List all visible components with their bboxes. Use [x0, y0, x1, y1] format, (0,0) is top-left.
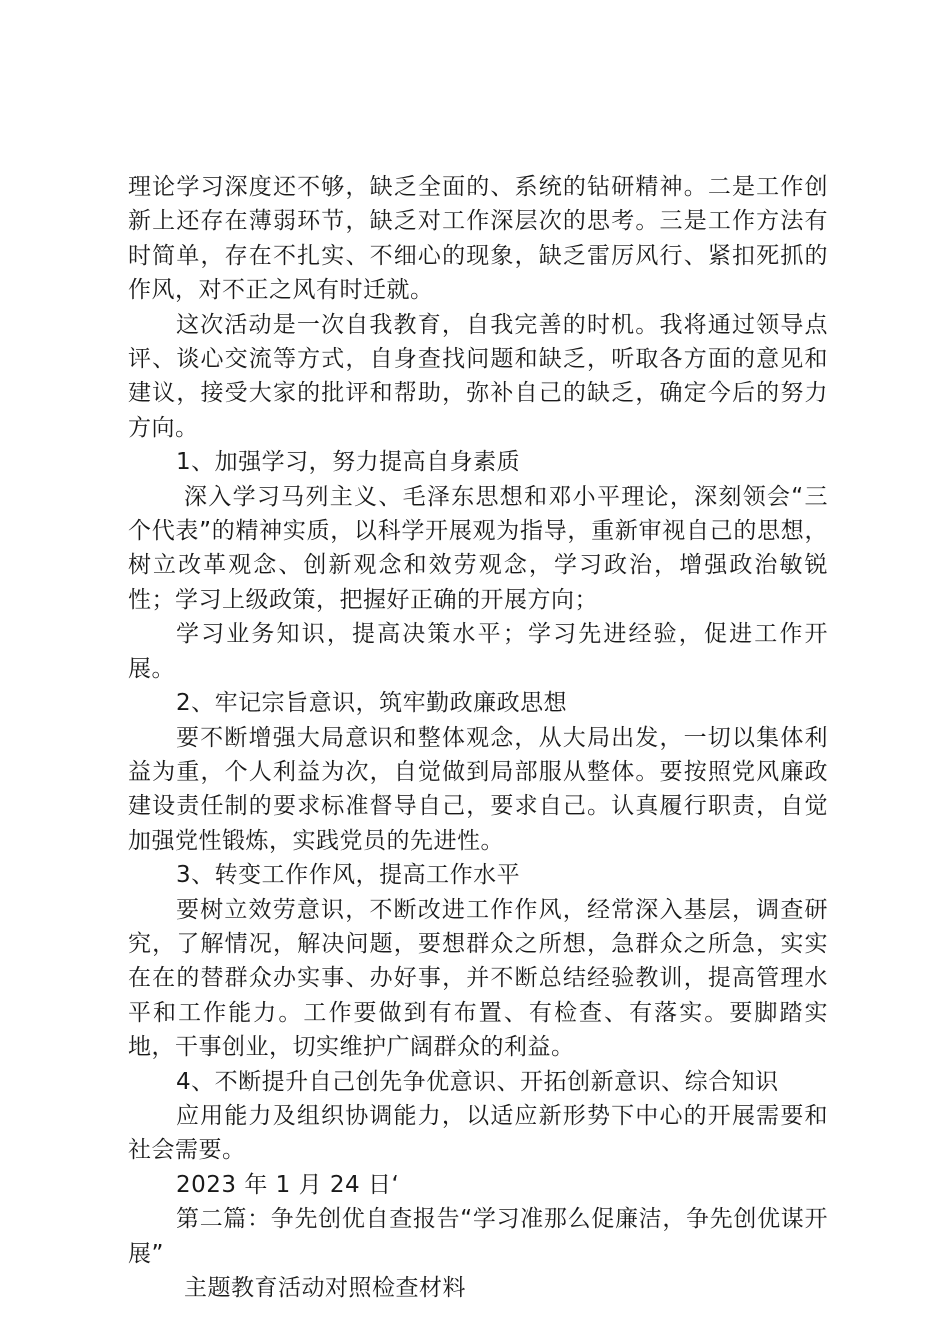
document-date: 2023 年 1 月 24 日‘ [176, 1171, 400, 1198]
heading-purpose-awareness: 2、牢记宗旨意识，筑牢勤政廉政思想 [176, 690, 568, 717]
paragraph-service-awareness: 要树立效劳意识，不断改进工作作风，经常深入基层，调查研究，了解情况，解决问题，要想群众之所想，急群众之所急，实实在在的替群众办实事、办好事，并不断总结经验教训，提高管理水平和工作能力。工作要做到有布置、有检查、有落实。要脚踏实地，干事创业，切实维护广阔群众的利益。 [128, 896, 828, 1061]
paragraph-application-ability: 应用能力及组织协调能力，以适应新形势下中心的开展需要和社会需要。 [128, 1102, 828, 1164]
second-article-subtitle: 主题教育活动对照检查材料 [184, 1275, 466, 1301]
heading-strengthen-study: 1、加强学习，努力提高自身素质 [176, 449, 521, 476]
paragraph-problems: 理论学习深度还不够，缺乏全面的、系统的钻研精神。二是工作创新上还存在薄弱环节，缺乏对工作深层次的思考。三是工作方法有时简单，存在不扎实、不细心的现象，缺乏雷厉风行、紧扣死抓的作风，对不正之风有时迁就。 [128, 174, 828, 304]
heading-improve-awareness: 4、不断提升自己创先争优意识、开拓创新意识、综合知识 [176, 1068, 779, 1095]
paragraph-study-business: 学习业务知识，提高决策水平；学习先进经验，促进工作开展。 [128, 621, 828, 682]
heading-work-style: 3、转变工作作风，提高工作水平 [176, 862, 521, 889]
paragraph-study-theory: 深入学习马列主义、毛泽东思想和邓小平理论，深刻领会“三个代表”的精神实质，以科学开展观为指导，重新审视自己的思想，树立改革观念、创新观念和效劳观念，学习政治，增强政治敏锐性；学习上级政策，把握好正确的开展方向； [128, 483, 828, 613]
paragraph-overall-situation: 要不断增强大局意识和整体观念，从大局出发，一切以集体利益为重，个人利益为次，自觉做到局部服从整体。要按照党风廉政建设责任制的要求标准督导自己，要求自己。认真履行职责，自觉加强党性锻炼，实践党员的先进性。 [128, 724, 828, 854]
document-body [128, 170, 828, 1305]
second-article-title: 第二篇：争先创优自查报告“学习准那么促廉洁，争先创优谋开展” [128, 1206, 828, 1267]
paragraph-self-education: 这次活动是一次自我教育，自我完善的时机。我将通过领导点评、谈心交流等方式，自身查找问题和缺乏，听取各方面的意见和建议，接受大家的批评和帮助，弥补自己的缺乏，确定今后的努力方向。 [128, 311, 828, 441]
